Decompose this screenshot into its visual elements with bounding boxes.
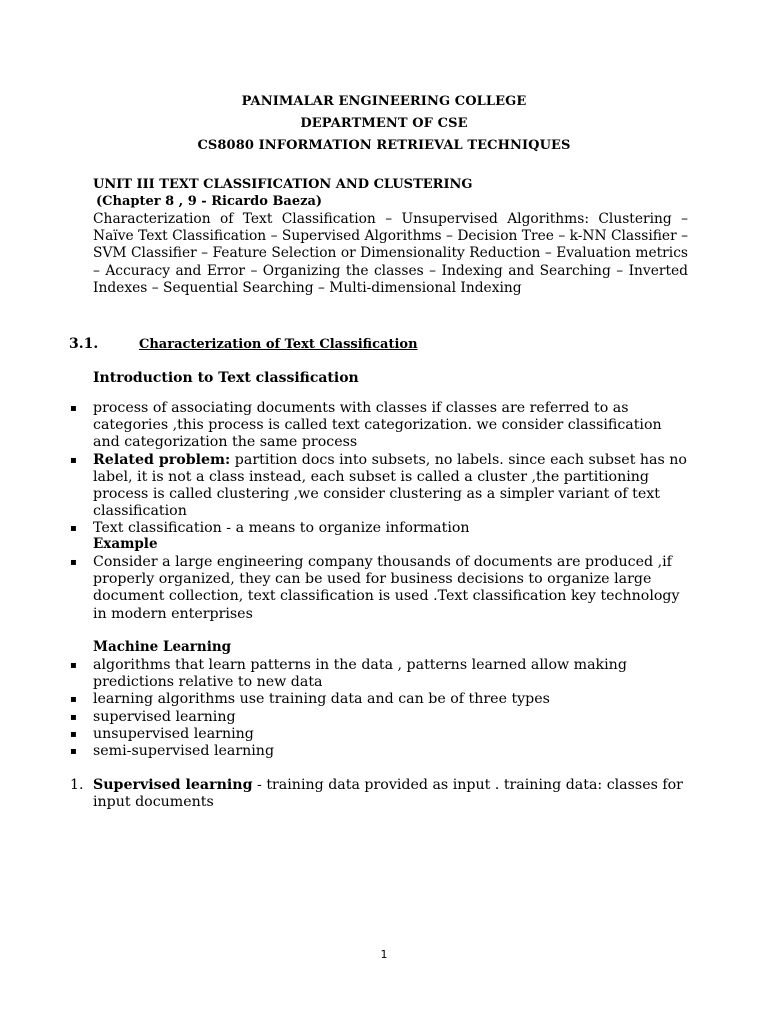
section-number: 3.1. bbox=[69, 336, 99, 352]
bullet-icon: ▪ bbox=[70, 557, 77, 568]
list-item bbox=[70, 691, 690, 708]
bullet-icon: ▪ bbox=[70, 711, 77, 723]
machine-learning-list bbox=[70, 657, 690, 760]
list-item-text: partition docs into subsets, no labels. since each subset has no label, it is not a class instead, each subset is called a cluster ,the partitioning process is called clustering ,we consider clustering as a simpler variant of text classification bbox=[93, 451, 687, 520]
department-name: DEPARTMENT OF CSE bbox=[300, 116, 468, 131]
list-item bbox=[70, 520, 690, 537]
bullet-icon: ▪ bbox=[70, 694, 77, 706]
bullet-icon: ▪ bbox=[70, 454, 77, 466]
list-item bbox=[70, 657, 690, 691]
list-item bbox=[70, 452, 690, 521]
list-item bbox=[70, 709, 690, 726]
example-label: Example bbox=[93, 536, 158, 552]
numbered-item-text: - training data provided as input . training data: classes for input documents bbox=[93, 777, 683, 811]
list-item bbox=[70, 743, 690, 760]
list-item bbox=[70, 400, 690, 452]
numbered-item-bold: Supervised learning bbox=[93, 777, 253, 793]
machine-learning-label: Machine Learning bbox=[93, 639, 232, 655]
list-item bbox=[70, 554, 690, 623]
list-item-text: algorithms that learn patterns in the data , patterns learned allow making predictions relative to new data bbox=[93, 657, 627, 691]
bullet-icon: ▪ bbox=[70, 403, 77, 414]
bullet-icon: ▪ bbox=[70, 746, 77, 758]
bullet-icon: ▪ bbox=[70, 728, 77, 740]
list-item-text: supervised learning bbox=[93, 708, 236, 725]
page-number: 1 bbox=[380, 948, 388, 961]
chapter-reference: (Chapter 8 , 9 - Ricardo Baeza) bbox=[96, 194, 323, 209]
list-item bbox=[70, 726, 690, 743]
list-item-bold: Related problem: bbox=[93, 451, 231, 468]
course-title: CS8080 INFORMATION RETRIEVAL TECHNIQUES bbox=[197, 138, 571, 153]
bullet-icon: ▪ bbox=[70, 660, 77, 671]
unit-title: UNIT III TEXT CLASSIFICATION AND CLUSTERING bbox=[93, 177, 473, 192]
list-item-text: unsupervised learning bbox=[93, 725, 254, 742]
list-item-text: Text classification - a means to organize information bbox=[93, 520, 470, 537]
intro-list bbox=[70, 400, 690, 538]
list-item-text: learning algorithms use training data and can be of three types bbox=[93, 691, 550, 708]
college-name: PANIMALAR ENGINEERING COLLEGE bbox=[241, 94, 527, 109]
section-title: Characterization of Text Classification bbox=[139, 337, 418, 352]
list-item-text: semi-supervised learning bbox=[93, 743, 275, 760]
numbered-item bbox=[70, 777, 690, 811]
item-number: 1. bbox=[70, 777, 84, 793]
unit-overview: Characterization of Text Classification – Unsupervised Algorithms: Clustering – Naïve Text Classification – Supervised Algorithms – Decision Tree – k-NN Classifier – SVM Classifier – Feature Selection or Dimensionality Reduction – Evaluation metrics – Accuracy and Error – Organizing the classes – Indexing and Searching – Inverted Indexes – Sequential Searching – Multi-dimensional Indexing bbox=[93, 211, 688, 296]
example-list bbox=[70, 554, 690, 623]
list-item-text: process of associating documents with classes if classes are referred to as categories ,this process is called text categorization. we consider classification and categorization the same process bbox=[93, 400, 662, 451]
list-item-text: Consider a large engineering company thousands of documents are produced ,if properly organized, they can be used for business decisions to organize large document collection, text classification is used .Text classification key technology in modern enterprises bbox=[93, 554, 680, 622]
intro-heading: Introduction to Text classification bbox=[93, 370, 359, 386]
bullet-icon: ▪ bbox=[70, 523, 77, 535]
